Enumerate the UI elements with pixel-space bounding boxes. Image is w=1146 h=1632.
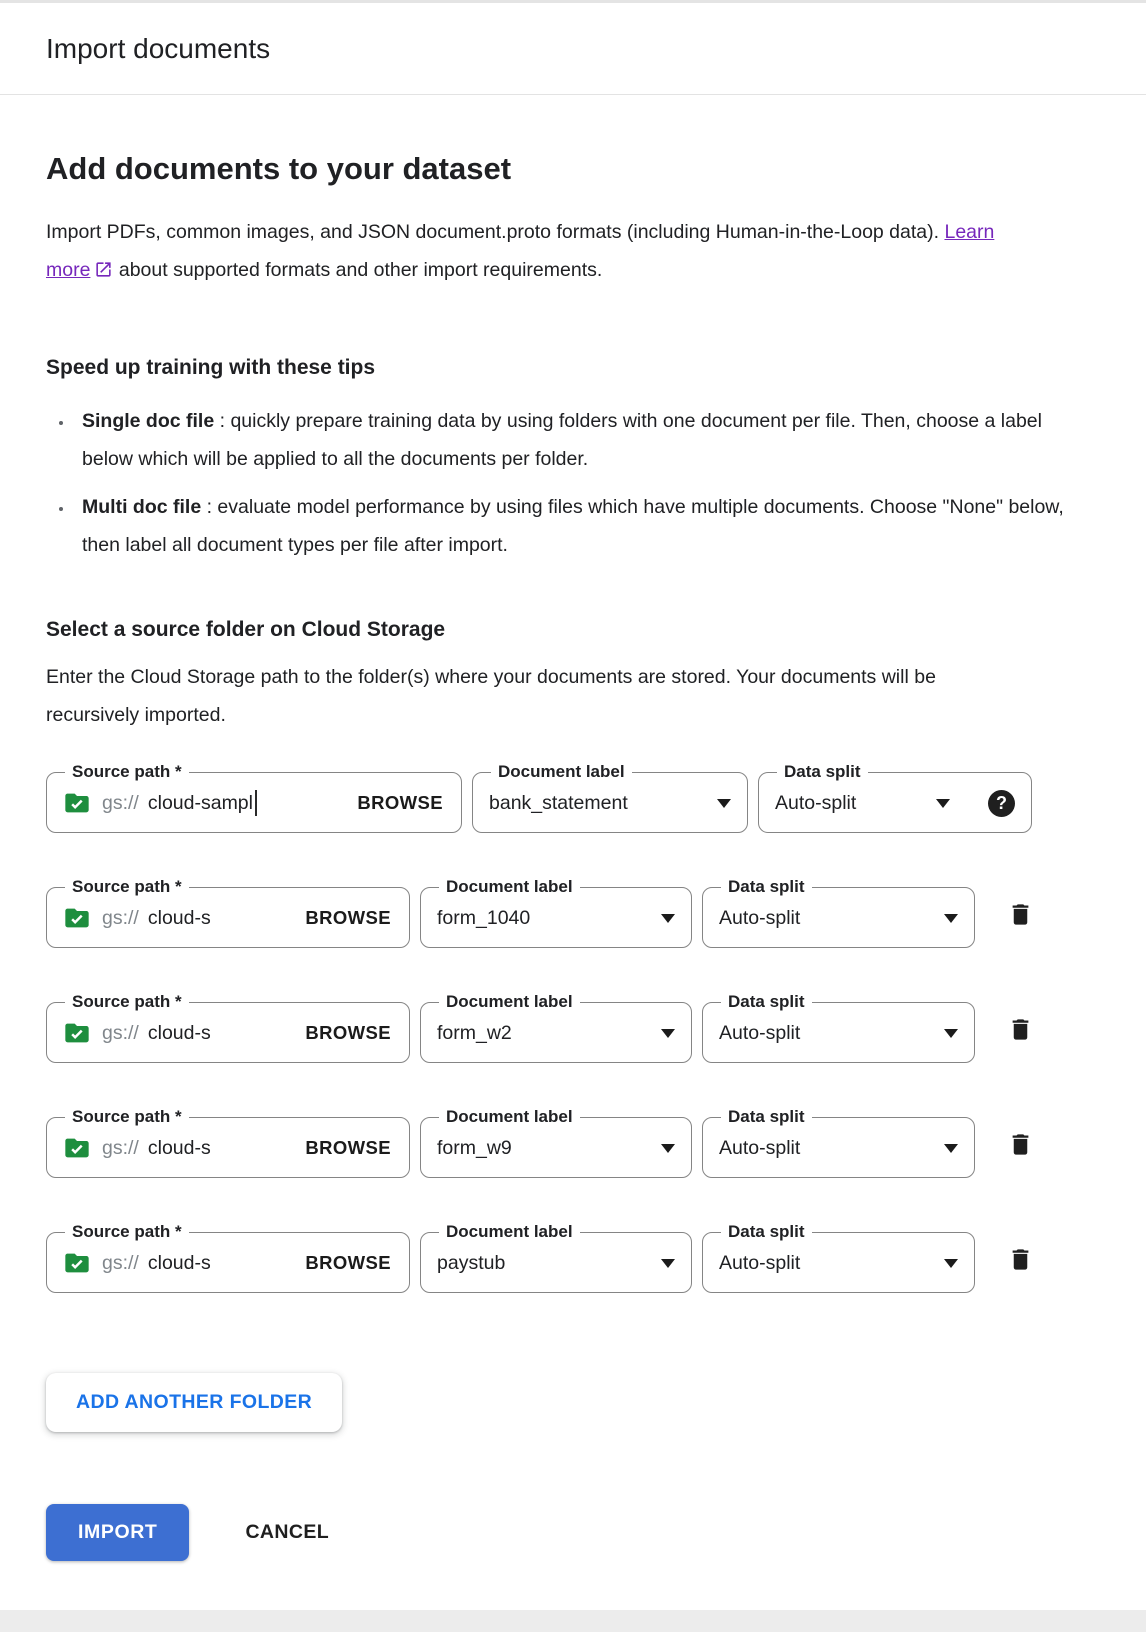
document-label-label: Document label: [446, 877, 573, 896]
chevron-down-icon[interactable]: [717, 799, 731, 808]
browse-button[interactable]: BROWSE: [357, 792, 443, 813]
data-split-value[interactable]: Auto-split: [719, 1251, 801, 1274]
gs-prefix: gs://: [102, 906, 139, 929]
folder-check-icon: [63, 789, 91, 817]
document-label-field[interactable]: [420, 992, 692, 1063]
help-icon[interactable]: ?: [988, 790, 1015, 817]
tip-single-doc: • Single doc file : quickly prepare training data by using folders with one document per file. Then, choose a label below which will be applied to all the documents per folder.: [74, 402, 1064, 478]
data-split-label: Data split: [728, 1222, 805, 1241]
folder-check-icon: [63, 1019, 91, 1047]
data-split-field[interactable]: [702, 877, 975, 948]
browse-button[interactable]: BROWSE: [305, 1022, 391, 1043]
source-path-field[interactable]: [46, 762, 462, 833]
source-folder-rows: [46, 762, 1100, 1293]
document-label-value[interactable]: bank_statement: [489, 791, 628, 814]
data-split-field[interactable]: [702, 992, 975, 1063]
gs-prefix: gs://: [102, 1251, 139, 1274]
delete-button[interactable]: [1007, 1246, 1034, 1276]
data-split-label: Data split: [784, 762, 861, 781]
data-split-value[interactable]: Auto-split: [719, 906, 801, 929]
document-label-value[interactable]: paystub: [437, 1251, 506, 1274]
source-section-description: Enter the Cloud Storage path to the folder(s) where your documents are stored. Your documents will be recursively imported.: [46, 666, 936, 726]
chevron-down-icon[interactable]: [944, 1259, 958, 1268]
chevron-down-icon[interactable]: [944, 914, 958, 923]
source-path-field[interactable]: [46, 877, 410, 948]
source-path-field[interactable]: [46, 992, 410, 1063]
source-folder-row: [46, 1107, 1100, 1178]
dialog-title: Import documents: [46, 32, 271, 64]
chevron-down-icon[interactable]: [944, 1029, 958, 1038]
document-label-field[interactable]: [420, 1222, 692, 1293]
document-label-value[interactable]: form_w2: [437, 1021, 512, 1044]
intro-text-after: about supported formats and other import requirements.: [113, 259, 603, 281]
trash-icon: [1007, 1261, 1034, 1276]
gs-prefix: gs://: [102, 1136, 139, 1159]
folder-check-icon: [63, 1249, 91, 1277]
document-label-value[interactable]: form_w9: [437, 1136, 512, 1159]
document-label-label: Document label: [498, 762, 625, 781]
browse-button[interactable]: BROWSE: [305, 1252, 391, 1273]
source-folder-row: [46, 762, 1100, 833]
folder-check-icon: [63, 1134, 91, 1162]
data-split-value[interactable]: Auto-split: [719, 1136, 801, 1159]
page-bottom-edge: [0, 1610, 1146, 1632]
chevron-down-icon[interactable]: [661, 1259, 675, 1268]
source-path-label: Source path *: [72, 1222, 182, 1241]
source-path-input[interactable]: cloud-s: [147, 1251, 211, 1274]
gs-prefix: gs://: [102, 1021, 139, 1044]
data-split-field[interactable]: [702, 1222, 975, 1293]
tips-list: [46, 402, 1100, 564]
source-path-label: Source path *: [72, 762, 182, 781]
source-path-input[interactable]: cloud-s: [147, 1021, 211, 1044]
data-split-label: Data split: [728, 1107, 805, 1126]
trash-icon: [1007, 1031, 1034, 1046]
external-link-icon[interactable]: [94, 254, 113, 292]
intro-text-before: Import PDFs, common images, and JSON document.proto formats (including Human-in-the-Loop data).: [46, 221, 945, 243]
source-section-heading: Select a source folder on Cloud Storage: [46, 618, 446, 641]
source-path-input[interactable]: cloud-sampl: [147, 791, 253, 814]
tip-multi-doc: • Multi doc file : evaluate model performance by using files which have multiple documents. Choose "None" below, then label all document types per file after import.: [74, 488, 1064, 564]
document-label-label: Document label: [446, 1107, 573, 1126]
data-split-value[interactable]: Auto-split: [719, 1021, 801, 1044]
document-label-field[interactable]: [472, 762, 748, 833]
import-button[interactable]: IMPORT: [46, 1504, 189, 1561]
browse-button[interactable]: BROWSE: [305, 1137, 391, 1158]
dialog-actions: [46, 1504, 1100, 1561]
document-label-label: Document label: [446, 1222, 573, 1241]
source-folder-row: [46, 877, 1100, 948]
source-folder-row: [46, 992, 1100, 1063]
learn-more-link[interactable]: Learn more: [46, 221, 995, 281]
gs-prefix: gs://: [102, 791, 139, 814]
source-path-field[interactable]: [46, 1222, 410, 1293]
chevron-down-icon[interactable]: [661, 1029, 675, 1038]
source-path-label: Source path *: [72, 877, 182, 896]
trash-icon: [1007, 916, 1034, 931]
tips-heading: Speed up training with these tips: [46, 356, 376, 379]
source-path-input[interactable]: cloud-s: [147, 1136, 211, 1159]
dialog-content: [0, 151, 1146, 1561]
delete-button[interactable]: [1007, 1016, 1034, 1046]
text-cursor: [255, 790, 257, 816]
source-path-label: Source path *: [72, 1107, 182, 1126]
folder-check-icon: [63, 904, 91, 932]
source-path-label: Source path *: [72, 992, 182, 1011]
chevron-down-icon[interactable]: [944, 1144, 958, 1153]
data-split-label: Data split: [728, 877, 805, 896]
chevron-down-icon[interactable]: [936, 799, 950, 808]
cancel-button[interactable]: CANCEL: [245, 1521, 330, 1543]
add-another-folder-button[interactable]: ADD ANOTHER FOLDER: [46, 1373, 342, 1432]
data-split-label: Data split: [728, 992, 805, 1011]
source-path-field[interactable]: [46, 1107, 410, 1178]
trash-icon: [1007, 1146, 1034, 1161]
document-label-field[interactable]: [420, 1107, 692, 1178]
page-title: Add documents to your dataset: [46, 151, 512, 186]
data-split-field[interactable]: [702, 1107, 975, 1178]
chevron-down-icon[interactable]: [661, 1144, 675, 1153]
document-label-label: Document label: [446, 992, 573, 1011]
intro-paragraph: [46, 213, 1036, 292]
source-folder-row: [46, 1222, 1100, 1293]
document-label-field[interactable]: [420, 877, 692, 948]
data-split-value[interactable]: Auto-split: [775, 791, 857, 814]
dialog-header: [0, 3, 1146, 95]
delete-button[interactable]: [1007, 1131, 1034, 1161]
browse-button[interactable]: BROWSE: [305, 907, 391, 928]
data-split-field[interactable]: [758, 762, 1032, 833]
chevron-down-icon[interactable]: [661, 914, 675, 923]
source-path-input[interactable]: cloud-s: [147, 906, 211, 929]
document-label-value[interactable]: form_1040: [437, 906, 531, 929]
delete-button[interactable]: [1007, 901, 1034, 931]
